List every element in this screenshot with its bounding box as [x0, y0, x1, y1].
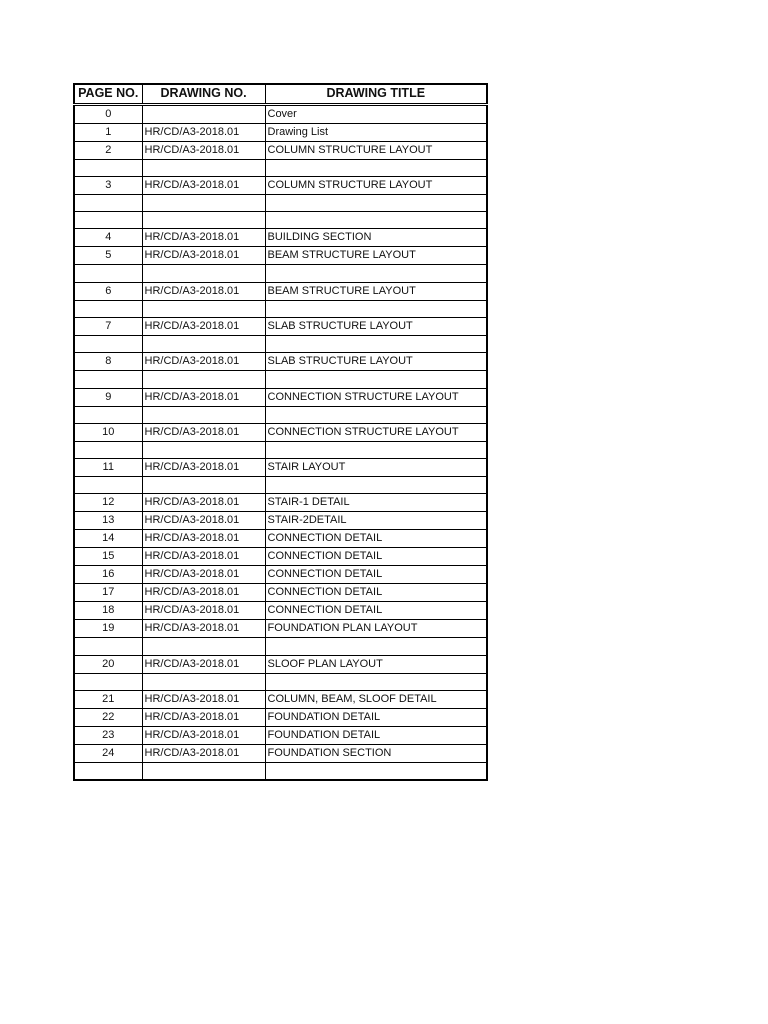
- table-row: [74, 317, 487, 335]
- table-row: [74, 159, 487, 176]
- page-no-cell: [74, 477, 142, 494]
- drawing-no-cell: [142, 300, 265, 317]
- table-row: [74, 247, 487, 265]
- header-drawing-title: DRAWING TITLE: [265, 84, 487, 104]
- drawing-title-cell: STAIR-2DETAIL: [265, 512, 487, 530]
- table-row: [74, 602, 487, 620]
- drawing-title-cell: [265, 371, 487, 388]
- page-no-cell: [74, 763, 142, 780]
- table-body: [74, 104, 487, 780]
- drawing-no-cell: HR/CD/A3-2018.01: [142, 691, 265, 709]
- page-no-cell: 1: [74, 123, 142, 141]
- table-row: [74, 176, 487, 194]
- drawing-title-cell: COLUMN STRUCTURE LAYOUT: [265, 141, 487, 159]
- page-no-cell: 22: [74, 709, 142, 727]
- drawing-title-cell: STAIR-1 DETAIL: [265, 494, 487, 512]
- table-row: [74, 123, 487, 141]
- page-no-cell: [74, 371, 142, 388]
- drawing-no-cell: HR/CD/A3-2018.01: [142, 282, 265, 300]
- page-no-cell: [74, 441, 142, 458]
- drawing-title-cell: [265, 300, 487, 317]
- table-row: [74, 459, 487, 477]
- drawing-title-cell: Drawing List: [265, 123, 487, 141]
- drawing-no-cell: [142, 441, 265, 458]
- drawing-title-cell: FOUNDATION PLAN LAYOUT: [265, 620, 487, 638]
- drawing-no-cell: HR/CD/A3-2018.01: [142, 512, 265, 530]
- page-no-cell: 24: [74, 745, 142, 763]
- drawing-title-cell: SLAB STRUCTURE LAYOUT: [265, 317, 487, 335]
- drawing-title-cell: BUILDING SECTION: [265, 229, 487, 247]
- drawing-title-cell: BEAM STRUCTURE LAYOUT: [265, 282, 487, 300]
- page-no-cell: 18: [74, 602, 142, 620]
- page-no-cell: 14: [74, 530, 142, 548]
- page-no-cell: 9: [74, 388, 142, 406]
- table-row: [74, 229, 487, 247]
- table-row: [74, 477, 487, 494]
- table-header: [74, 84, 487, 104]
- drawing-title-cell: CONNECTION DETAIL: [265, 566, 487, 584]
- page-no-cell: 6: [74, 282, 142, 300]
- drawing-no-cell: [142, 104, 265, 123]
- page-no-cell: 13: [74, 512, 142, 530]
- drawing-title-cell: CONNECTION DETAIL: [265, 584, 487, 602]
- table-row: [74, 441, 487, 458]
- drawing-no-cell: HR/CD/A3-2018.01: [142, 494, 265, 512]
- page-no-cell: 15: [74, 548, 142, 566]
- page-no-cell: 16: [74, 566, 142, 584]
- page-no-cell: 23: [74, 727, 142, 745]
- drawing-title-cell: COLUMN STRUCTURE LAYOUT: [265, 176, 487, 194]
- drawing-no-cell: HR/CD/A3-2018.01: [142, 123, 265, 141]
- drawing-no-cell: HR/CD/A3-2018.01: [142, 141, 265, 159]
- table-row: [74, 655, 487, 673]
- drawing-title-cell: Cover: [265, 104, 487, 123]
- drawing-title-cell: FOUNDATION SECTION: [265, 745, 487, 763]
- drawing-title-cell: COLUMN, BEAM, SLOOF DETAIL: [265, 691, 487, 709]
- drawing-title-cell: [265, 441, 487, 458]
- drawing-no-cell: HR/CD/A3-2018.01: [142, 317, 265, 335]
- table-row: [74, 745, 487, 763]
- page-no-cell: 7: [74, 317, 142, 335]
- table-row: [74, 353, 487, 371]
- page-no-cell: [74, 212, 142, 229]
- table-row: [74, 371, 487, 388]
- table-row: [74, 212, 487, 229]
- drawing-title-cell: [265, 194, 487, 211]
- table-row: [74, 423, 487, 441]
- drawing-title-cell: SLOOF PLAN LAYOUT: [265, 655, 487, 673]
- table-row: [74, 763, 487, 780]
- drawing-title-cell: [265, 638, 487, 655]
- drawing-no-cell: [142, 763, 265, 780]
- table-row: [74, 691, 487, 709]
- page-no-cell: 11: [74, 459, 142, 477]
- drawing-no-cell: [142, 194, 265, 211]
- drawing-no-cell: [142, 159, 265, 176]
- table-row: [74, 104, 487, 123]
- drawing-no-cell: [142, 265, 265, 282]
- drawing-no-cell: HR/CD/A3-2018.01: [142, 620, 265, 638]
- page-no-cell: [74, 194, 142, 211]
- drawing-title-cell: STAIR LAYOUT: [265, 459, 487, 477]
- page-no-cell: 4: [74, 229, 142, 247]
- page-no-cell: 19: [74, 620, 142, 638]
- table-row: [74, 709, 487, 727]
- table-row: [74, 673, 487, 690]
- page-no-cell: [74, 673, 142, 690]
- page-no-cell: 5: [74, 247, 142, 265]
- table-row: [74, 638, 487, 655]
- table-row: [74, 282, 487, 300]
- drawing-no-cell: HR/CD/A3-2018.01: [142, 709, 265, 727]
- table-row: [74, 335, 487, 352]
- page-no-cell: [74, 638, 142, 655]
- drawing-list-table: [73, 83, 488, 781]
- header-row: [74, 84, 487, 104]
- drawing-no-cell: HR/CD/A3-2018.01: [142, 602, 265, 620]
- table-row: [74, 584, 487, 602]
- drawing-no-cell: HR/CD/A3-2018.01: [142, 584, 265, 602]
- table-row: [74, 727, 487, 745]
- drawing-title-cell: BEAM STRUCTURE LAYOUT: [265, 247, 487, 265]
- drawing-no-cell: HR/CD/A3-2018.01: [142, 548, 265, 566]
- page-no-cell: [74, 265, 142, 282]
- drawing-no-cell: HR/CD/A3-2018.01: [142, 388, 265, 406]
- table-row: [74, 566, 487, 584]
- table-row: [74, 406, 487, 423]
- table-row: [74, 141, 487, 159]
- page-no-cell: 21: [74, 691, 142, 709]
- page-no-cell: 2: [74, 141, 142, 159]
- page-no-cell: [74, 335, 142, 352]
- table-row: [74, 300, 487, 317]
- drawing-no-cell: [142, 371, 265, 388]
- drawing-title-cell: [265, 763, 487, 780]
- drawing-title-cell: [265, 159, 487, 176]
- drawing-no-cell: [142, 406, 265, 423]
- drawing-no-cell: HR/CD/A3-2018.01: [142, 459, 265, 477]
- table-row: [74, 530, 487, 548]
- drawing-title-cell: [265, 265, 487, 282]
- drawing-no-cell: HR/CD/A3-2018.01: [142, 229, 265, 247]
- page-no-cell: 8: [74, 353, 142, 371]
- page-no-cell: 20: [74, 655, 142, 673]
- drawing-no-cell: [142, 335, 265, 352]
- drawing-title-cell: CONNECTION DETAIL: [265, 548, 487, 566]
- table-row: [74, 194, 487, 211]
- drawing-title-cell: [265, 212, 487, 229]
- drawing-title-cell: SLAB STRUCTURE LAYOUT: [265, 353, 487, 371]
- drawing-no-cell: [142, 638, 265, 655]
- drawing-title-cell: CONNECTION DETAIL: [265, 602, 487, 620]
- drawing-title-cell: [265, 673, 487, 690]
- table-row: [74, 548, 487, 566]
- drawing-title-cell: FOUNDATION DETAIL: [265, 727, 487, 745]
- page-no-cell: 10: [74, 423, 142, 441]
- header-drawing-no: DRAWING NO.: [142, 84, 265, 104]
- header-page-no: PAGE NO.: [74, 84, 142, 104]
- drawing-title-cell: [265, 477, 487, 494]
- drawing-title-cell: [265, 335, 487, 352]
- drawing-no-cell: [142, 212, 265, 229]
- drawing-no-cell: HR/CD/A3-2018.01: [142, 247, 265, 265]
- drawing-no-cell: HR/CD/A3-2018.01: [142, 423, 265, 441]
- drawing-no-cell: HR/CD/A3-2018.01: [142, 176, 265, 194]
- page-no-cell: 3: [74, 176, 142, 194]
- drawing-no-cell: HR/CD/A3-2018.01: [142, 745, 265, 763]
- drawing-title-cell: CONNECTION STRUCTURE LAYOUT: [265, 423, 487, 441]
- page-no-cell: [74, 159, 142, 176]
- drawing-title-cell: [265, 406, 487, 423]
- table-row: [74, 620, 487, 638]
- drawing-no-cell: HR/CD/A3-2018.01: [142, 530, 265, 548]
- table-row: [74, 265, 487, 282]
- page-no-cell: [74, 406, 142, 423]
- drawing-no-cell: [142, 477, 265, 494]
- drawing-no-cell: [142, 673, 265, 690]
- page-no-cell: 17: [74, 584, 142, 602]
- drawing-title-cell: CONNECTION DETAIL: [265, 530, 487, 548]
- page-no-cell: [74, 300, 142, 317]
- drawing-no-cell: HR/CD/A3-2018.01: [142, 353, 265, 371]
- table-row: [74, 512, 487, 530]
- page-no-cell: 0: [74, 104, 142, 123]
- table-row: [74, 388, 487, 406]
- drawing-title-cell: FOUNDATION DETAIL: [265, 709, 487, 727]
- drawing-no-cell: HR/CD/A3-2018.01: [142, 727, 265, 745]
- drawing-no-cell: HR/CD/A3-2018.01: [142, 566, 265, 584]
- page-no-cell: 12: [74, 494, 142, 512]
- drawing-title-cell: CONNECTION STRUCTURE LAYOUT: [265, 388, 487, 406]
- table-row: [74, 494, 487, 512]
- drawing-no-cell: HR/CD/A3-2018.01: [142, 655, 265, 673]
